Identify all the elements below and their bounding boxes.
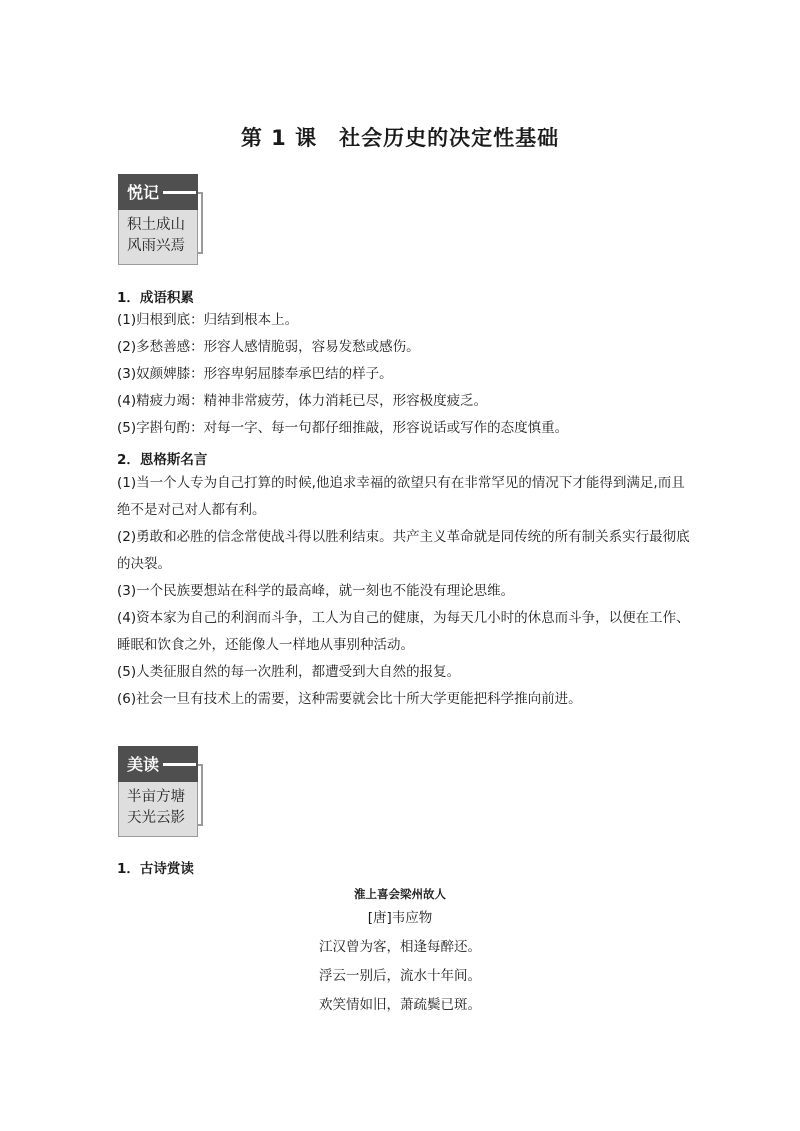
badge-header-label: 美读 bbox=[127, 755, 160, 774]
badge-line: 积土成山 bbox=[127, 217, 185, 233]
list-item: (5)字斟句酌：对每一字、每一句都仔细推敲，形容说话或写作的态度慎重。 bbox=[117, 420, 569, 436]
section-heading-poetry: 1．古诗赏读 bbox=[117, 861, 194, 877]
badge-body bbox=[118, 782, 198, 837]
page-title: 第 1 课 社会历史的决定性基础 bbox=[240, 126, 560, 150]
section-heading-engels-quotes: 2．恩格斯名言 bbox=[117, 452, 208, 468]
list-item: (1)当一个人专为自己打算的时候,他追求幸福的欲望只有在非常罕见的情况下才能得到满足,而且绝不是对己对人都有利。 bbox=[117, 475, 685, 518]
list-item: (4)资本家为自己的利润而斗争，工人为自己的健康，为每天几小时的休息而斗争，以便在工作、睡眠和饮食之外，还能像人一样地从事别种活动。 bbox=[117, 610, 690, 653]
badge-header-label: 悦记 bbox=[127, 183, 160, 202]
badge-body bbox=[118, 210, 198, 265]
badge-header-rule bbox=[163, 191, 196, 194]
list-item: (3)一个民族要想站在科学的最高峰，就一刻也不能没有理论思维。 bbox=[117, 583, 515, 599]
list-item: (5)人类征服自然的每一次胜利，都遭受到大自然的报复。 bbox=[117, 664, 461, 680]
poem-line: 江汉曾为客，相逢每醉还。 bbox=[319, 939, 481, 955]
badge-header-rule bbox=[163, 763, 196, 766]
poem-author: [唐]韦应物 bbox=[367, 910, 433, 926]
poem-block bbox=[300, 884, 500, 1020]
list-item: (6)社会一旦有技术上的需要，这种需要就会比十所大学更能把科学推向前进。 bbox=[117, 691, 582, 707]
list-item: (4)精疲力竭：精神非常疲劳，体力消耗已尽，形容极度疲乏。 bbox=[117, 393, 488, 409]
list-item: (3)奴颜婢膝：形容卑躬屈膝奉承巴结的样子。 bbox=[117, 366, 393, 382]
quote-list bbox=[117, 470, 692, 713]
badge-header bbox=[118, 174, 198, 210]
poem-line: 浮云一别后，流水十年间。 bbox=[319, 968, 481, 984]
badge-line: 风雨兴焉 bbox=[127, 238, 185, 254]
badge-line: 半亩方塘 bbox=[127, 789, 185, 805]
idiom-list bbox=[117, 307, 692, 442]
section-heading-idioms: 1．成语积累 bbox=[117, 290, 194, 306]
list-item: (2)多愁善感：形容人感情脆弱，容易发愁或感伤。 bbox=[117, 339, 420, 355]
badge-header bbox=[118, 746, 198, 782]
poem-line: 欢笑情如旧，萧疏鬓已斑。 bbox=[319, 997, 481, 1013]
list-item: (2)勇敢和必胜的信念常使战斗得以胜利结束。共产主义革命就是同传统的所有制关系实行最彻底的决裂。 bbox=[117, 529, 690, 572]
list-item: (1)归根到底：归结到根本上。 bbox=[117, 312, 299, 328]
badge-line: 天光云影 bbox=[127, 810, 185, 826]
poem-title: 淮上喜会梁州故人 bbox=[354, 887, 446, 901]
